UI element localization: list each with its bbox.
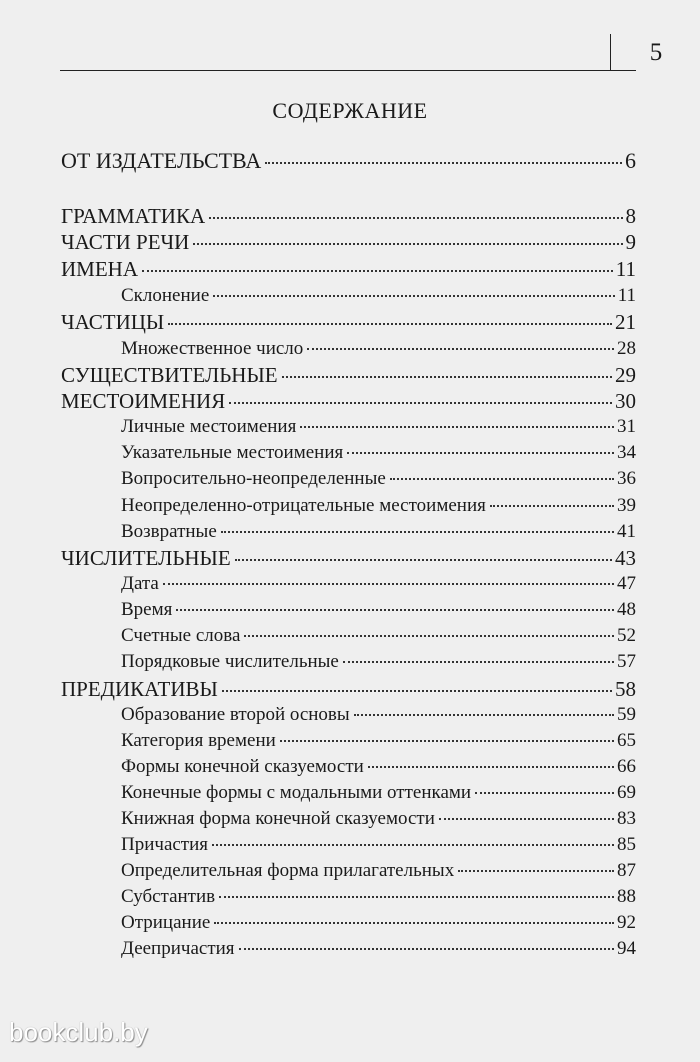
toc-entry-title: Субстантив: [121, 886, 216, 907]
toc-entry-page: 41: [617, 521, 636, 542]
toc-entry: [61, 203, 636, 229]
toc-entry-title: ЧАСТИ РЕЧИ: [61, 230, 190, 254]
toc-entry: [121, 858, 636, 884]
toc-entry-title: ЧАСТИЦЫ: [61, 310, 165, 334]
dot-leader: [300, 426, 614, 428]
dot-leader: [168, 323, 612, 325]
toc-entry: [61, 148, 636, 174]
toc-entry-page: 6: [625, 148, 636, 173]
toc-entry-title: Неопределенно-отрицательные местоимения: [121, 495, 486, 516]
toc-entry: [121, 414, 636, 440]
toc-entry-page: 29: [615, 363, 636, 387]
toc-entry-title: Категория времени: [121, 730, 276, 751]
toc-entry-page: 47: [617, 573, 636, 594]
dot-leader: [229, 402, 612, 404]
dot-leader: [458, 870, 614, 872]
dot-leader: [280, 740, 614, 742]
header-tick: [610, 34, 611, 71]
toc-entry-title: Дата: [121, 573, 159, 594]
header-rule: [60, 70, 636, 71]
toc-entry-page: 52: [617, 625, 636, 646]
toc-entry: [121, 519, 636, 545]
toc-entry-title: Отрицание: [121, 912, 211, 933]
toc-entry-title: Книжная форма конечной сказуемости: [121, 808, 435, 829]
toc-entry: [121, 597, 636, 623]
toc-entry-title: Склонение: [121, 285, 210, 306]
toc-entry: [121, 571, 636, 597]
toc-entry-page: 83: [617, 808, 636, 829]
toc-entry-title: Возвратные: [121, 521, 217, 542]
dot-leader: [343, 661, 614, 663]
toc-entry-title: Время: [121, 599, 173, 620]
dot-leader: [347, 452, 614, 454]
toc-entry-page: 57: [617, 651, 636, 672]
toc-entry-page: 31: [617, 416, 636, 437]
toc-entry: [121, 336, 636, 362]
toc-entry-page: 66: [617, 756, 636, 777]
toc-entry-page: 58: [615, 677, 636, 701]
dot-leader: [390, 478, 614, 480]
toc-entry: [121, 910, 636, 936]
dot-leader: [213, 295, 614, 297]
toc-entry: [121, 493, 636, 519]
dot-leader: [212, 844, 614, 846]
page-number: 5: [649, 39, 663, 66]
dot-leader: [142, 270, 613, 272]
toc-entry-title: ИМЕНА: [61, 257, 138, 281]
toc-entry-title: Личные местоимения: [121, 416, 297, 437]
toc-entry: [121, 936, 636, 962]
toc-entry: [121, 440, 636, 466]
toc-entry-page: 87: [617, 860, 636, 881]
toc-entry: [61, 309, 636, 335]
toc-entry: [121, 806, 636, 832]
dot-leader: [209, 217, 622, 219]
toc-entry-page: 30: [615, 389, 636, 413]
dot-leader: [368, 766, 614, 768]
toc-entry-page: 85: [617, 834, 636, 855]
dot-leader: [244, 635, 614, 637]
dot-leader: [354, 714, 614, 716]
toc-entry-title: Конечные формы с модальными оттенками: [121, 782, 472, 803]
toc-entry-page: 28: [617, 338, 636, 359]
toc-entry-page: 94: [617, 938, 636, 959]
dot-leader: [490, 505, 614, 507]
dot-leader: [222, 690, 612, 692]
toc-entry-title: Определительная форма прилагательных: [121, 860, 455, 881]
dot-leader: [214, 922, 614, 924]
toc-heading: СОДЕРЖАНИЕ: [272, 98, 428, 123]
toc-entry: [61, 362, 636, 388]
dot-leader: [282, 376, 612, 378]
toc-entry: [121, 728, 636, 754]
toc-entry-page: 59: [617, 704, 636, 725]
toc-entry: [121, 466, 636, 492]
toc-entry-page: 92: [617, 912, 636, 933]
toc-entry-title: Причастия: [121, 834, 209, 855]
dot-leader: [235, 559, 612, 561]
toc-entry-title: Формы конечной сказуемости: [121, 756, 364, 777]
toc-entry-page: 34: [617, 442, 636, 463]
toc-entry-title: Счетные слова: [121, 625, 241, 646]
toc-entry-title: Порядковые числительные: [121, 651, 339, 672]
toc-entry: [121, 832, 636, 858]
toc-entry: [121, 780, 636, 806]
dot-leader: [193, 243, 622, 245]
dot-leader: [439, 818, 614, 820]
toc-entry-title: Вопросительно-неопределенные: [121, 468, 386, 489]
dot-leader: [475, 792, 614, 794]
toc-entry-title: Множественное число: [121, 338, 304, 359]
dot-leader: [163, 583, 614, 585]
watermark: bookclub.by: [9, 1017, 148, 1047]
toc-entry-page: 48: [617, 599, 636, 620]
toc-entry-page: 9: [625, 230, 636, 254]
dot-leader: [176, 609, 614, 611]
toc-entry-page: 36: [617, 468, 636, 489]
toc-entry: [61, 676, 636, 702]
dot-leader: [219, 896, 614, 898]
toc-entry-title: МЕСТОИМЕНИЯ: [61, 389, 226, 413]
dot-leader: [307, 348, 614, 350]
toc-entry: [121, 649, 636, 675]
toc-entry: [61, 256, 636, 282]
toc-entry-title: ГРАММАТИКА: [61, 204, 206, 228]
toc-entry: [121, 754, 636, 780]
toc-entry-page: 21: [615, 310, 636, 334]
toc-entry-title: Деепричастия: [121, 938, 235, 959]
toc-entry-page: 39: [617, 495, 636, 516]
toc-entry: [121, 623, 636, 649]
dot-leader: [265, 162, 622, 164]
toc-entry-page: 11: [617, 285, 636, 306]
toc-entry-title: СУЩЕСТВИТЕЛЬНЫЕ: [61, 363, 278, 387]
toc-entry: [121, 702, 636, 728]
toc-entry-page: 8: [625, 204, 636, 228]
toc-entry-page: 88: [617, 886, 636, 907]
toc-entry-page: 11: [615, 257, 636, 281]
toc-entry-title: ПРЕДИКАТИВЫ: [61, 677, 218, 701]
toc-entry-title: ОТ ИЗДАТЕЛЬСТВА: [61, 148, 262, 173]
toc-entry-title: Указательные местоимения: [121, 442, 344, 463]
toc-entry-title: ЧИСЛИТЕЛЬНЫЕ: [61, 546, 231, 570]
toc-entry: [61, 229, 636, 255]
dot-leader: [221, 531, 614, 533]
toc-entry-page: 65: [617, 730, 636, 751]
toc-entry: [61, 545, 636, 571]
dot-leader: [239, 948, 614, 950]
toc-entry-page: 43: [615, 546, 636, 570]
toc-entry: [61, 388, 636, 414]
toc-entry: [121, 283, 636, 309]
toc-entry-page: 69: [617, 782, 636, 803]
toc-entry: [121, 884, 636, 910]
toc-entry-title: Образование второй основы: [121, 704, 350, 725]
